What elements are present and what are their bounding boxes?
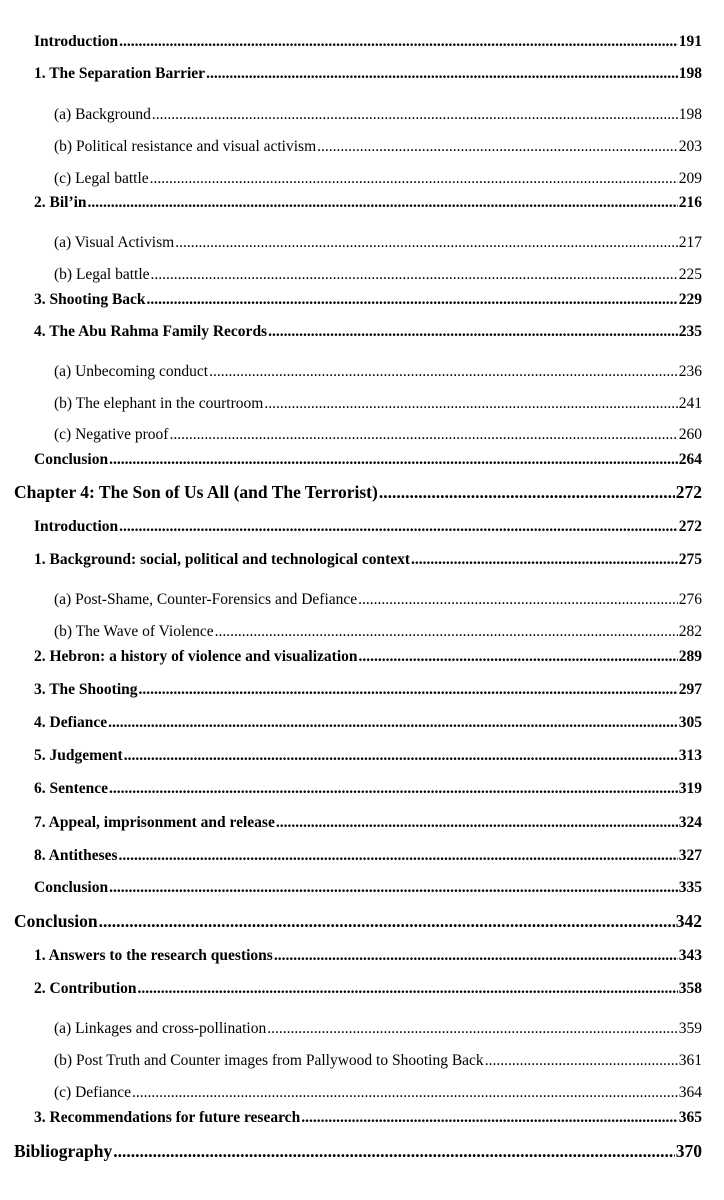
toc-entry-page: 365 (678, 1109, 702, 1126)
toc-entry-title: 1. The Separation Barrier (34, 65, 206, 82)
toc-entry (54, 105, 702, 125)
toc-entry-title: 7. Appeal, imprisonment and release (34, 814, 275, 831)
toc-entry-title: 4. Defiance (34, 714, 108, 731)
toc-entry-page: 342 (675, 911, 702, 931)
toc-entry (54, 1083, 702, 1103)
toc-entry-page: 241 (678, 395, 702, 412)
toc-entry (54, 394, 702, 414)
toc-entry (34, 32, 702, 52)
toc-entry (54, 265, 702, 285)
toc-entry-title: Conclusion (14, 911, 98, 931)
toc-entry-title: Conclusion (34, 451, 109, 468)
toc-entry (54, 362, 702, 382)
toc-entry-title: (b) The elephant in the courtroom (54, 395, 264, 412)
toc-entry-title: 2. Contribution (34, 980, 137, 997)
toc-entry-title: Conclusion (34, 879, 109, 896)
toc-entry-title: 3. The Shooting (34, 681, 138, 698)
toc-leader-dots (99, 911, 675, 931)
toc-entry (34, 746, 702, 766)
toc-entry-page: 289 (678, 648, 702, 665)
toc-entry-page: 203 (678, 138, 702, 155)
toc-entry-page: 264 (678, 451, 702, 468)
toc-leader-dots (132, 1083, 678, 1103)
toc-leader-dots (276, 813, 678, 833)
toc-entry-title: 6. Sentence (34, 780, 109, 797)
toc-leader-dots (138, 979, 678, 999)
toc-entry (54, 425, 702, 445)
toc-leader-dots (317, 137, 678, 157)
toc-entry-title: (b) The Wave of Violence (54, 623, 214, 640)
toc-entry-page: 335 (678, 879, 702, 896)
toc-entry (34, 946, 702, 966)
toc-entry-page: 359 (678, 1020, 702, 1037)
toc-entry-title: 5. Judgement (34, 747, 123, 764)
toc-entry (54, 233, 702, 253)
toc-leader-dots (109, 779, 678, 799)
toc-entry (34, 713, 702, 733)
toc-entry-page: 216 (678, 194, 702, 211)
toc-entry-title: Bibliography (14, 1141, 113, 1161)
toc-entry-title: 3. Recommendations for future research (34, 1109, 301, 1126)
toc-leader-dots (301, 1108, 678, 1128)
toc-leader-dots (274, 946, 678, 966)
toc-leader-dots (485, 1051, 678, 1071)
toc-entry-title: 2. Bil’in (34, 194, 87, 211)
toc-entry-page: 282 (678, 623, 702, 640)
toc-entry (34, 846, 702, 866)
toc-leader-dots (359, 647, 678, 667)
toc-entry (34, 1108, 702, 1128)
toc-entry-page: 209 (678, 170, 702, 187)
toc-entry-title: 1. Answers to the research questions (34, 947, 273, 964)
toc-entry-page: 361 (678, 1052, 702, 1069)
toc-entry-page: 225 (678, 266, 702, 283)
toc-entry (34, 813, 702, 833)
toc-entry-title: (a) Visual Activism (54, 234, 175, 251)
toc-entry-page: 276 (678, 591, 702, 608)
toc-entry-page: 313 (678, 747, 702, 764)
toc-entry-page: 198 (678, 65, 702, 82)
toc-entry (14, 911, 702, 931)
toc-entry (34, 517, 702, 537)
toc-leader-dots (209, 362, 678, 382)
toc-entry-page: 272 (675, 482, 702, 502)
toc-entry (34, 290, 702, 310)
toc-leader-dots (169, 425, 677, 445)
toc-entry-page: 343 (678, 947, 702, 964)
toc-entry (14, 482, 702, 502)
toc-entry-title: Chapter 4: The Son of Us All (and The Terrorist) (14, 482, 378, 502)
toc-entry-page: 358 (678, 980, 702, 997)
toc-entry-page: 260 (678, 426, 702, 443)
toc-leader-dots (151, 265, 678, 285)
toc-entry-title: (a) Unbecoming conduct (54, 363, 209, 380)
toc-entry-title: Introduction (34, 33, 119, 50)
toc-entry (54, 1051, 702, 1071)
toc-entry-page: 235 (678, 323, 702, 340)
toc-entry-title: (b) Political resistance and visual activism (54, 138, 317, 155)
toc-entry (34, 550, 702, 570)
toc-leader-dots (119, 517, 678, 537)
toc-entry-page: 236 (678, 363, 702, 380)
toc-entry (34, 450, 702, 470)
toc-entry-title: 1. Background: social, political and technological context (34, 551, 411, 568)
toc-entry-title: 2. Hebron: a history of violence and visualization (34, 648, 358, 665)
toc-entry (14, 1141, 702, 1161)
toc-entry-page: 327 (678, 847, 702, 864)
toc-entry (34, 193, 702, 213)
toc-entry-page: 272 (678, 518, 702, 535)
toc-entry-page: 198 (678, 106, 702, 123)
toc-leader-dots (109, 878, 678, 898)
toc-leader-dots (206, 64, 678, 84)
toc-entry (34, 979, 702, 999)
toc-leader-dots (88, 193, 678, 213)
toc-leader-dots (264, 394, 677, 414)
toc-entry-title: (c) Legal battle (54, 170, 149, 187)
toc-entry-title: (a) Linkages and cross-pollination (54, 1020, 267, 1037)
toc-entry-page: 364 (678, 1084, 702, 1101)
toc-leader-dots (150, 169, 678, 189)
toc-entry (34, 878, 702, 898)
toc-entry-title: (b) Legal battle (54, 266, 150, 283)
toc-leader-dots (109, 450, 678, 470)
toc-leader-dots (267, 1019, 678, 1039)
toc-leader-dots (411, 550, 678, 570)
toc-leader-dots (147, 290, 678, 310)
toc-leader-dots (268, 322, 678, 342)
toc-entry-title: (a) Background (54, 106, 151, 123)
toc-entry-title: (b) Post Truth and Counter images from Pallywood to Shooting Back (54, 1052, 484, 1069)
toc-entry (34, 647, 702, 667)
toc-entry-page: 275 (678, 551, 702, 568)
toc-entry-page: 297 (678, 681, 702, 698)
toc-entry-title: (c) Defiance (54, 1084, 132, 1101)
toc-entry-title: (a) Post-Shame, Counter-Forensics and Defiance (54, 591, 358, 608)
toc-leader-dots (124, 746, 678, 766)
toc-leader-dots (152, 105, 678, 125)
toc-leader-dots (113, 1141, 675, 1161)
toc-entry-page: 324 (678, 814, 702, 831)
toc-entry-title: 8. Antitheses (34, 847, 118, 864)
toc-entry (54, 137, 702, 157)
toc-entry (54, 169, 702, 189)
toc-entry-page: 305 (678, 714, 702, 731)
toc-entry-title: (c) Negative proof (54, 426, 169, 443)
toc-entry-title: 4. The Abu Rahma Family Records (34, 323, 268, 340)
toc-leader-dots (379, 482, 675, 502)
toc-entry-page: 217 (678, 234, 702, 251)
toc-entry-page: 229 (678, 291, 702, 308)
toc-entry (34, 64, 702, 84)
toc-entry (34, 779, 702, 799)
toc-entry-page: 191 (678, 33, 702, 50)
toc-entry (34, 322, 702, 342)
toc-leader-dots (358, 590, 678, 610)
toc-entry-title: Introduction (34, 518, 119, 535)
toc-entry (34, 680, 702, 700)
toc-leader-dots (175, 233, 678, 253)
toc-entry (54, 1019, 702, 1039)
toc-leader-dots (119, 846, 678, 866)
toc-entry-page: 370 (675, 1141, 702, 1161)
toc-leader-dots (119, 32, 678, 52)
toc-entry-page: 319 (678, 780, 702, 797)
toc-entry-title: 3. Shooting Back (34, 291, 146, 308)
toc-leader-dots (215, 622, 678, 642)
toc-leader-dots (139, 680, 678, 700)
toc-entry (54, 590, 702, 610)
toc-entry (54, 622, 702, 642)
toc-leader-dots (108, 713, 678, 733)
